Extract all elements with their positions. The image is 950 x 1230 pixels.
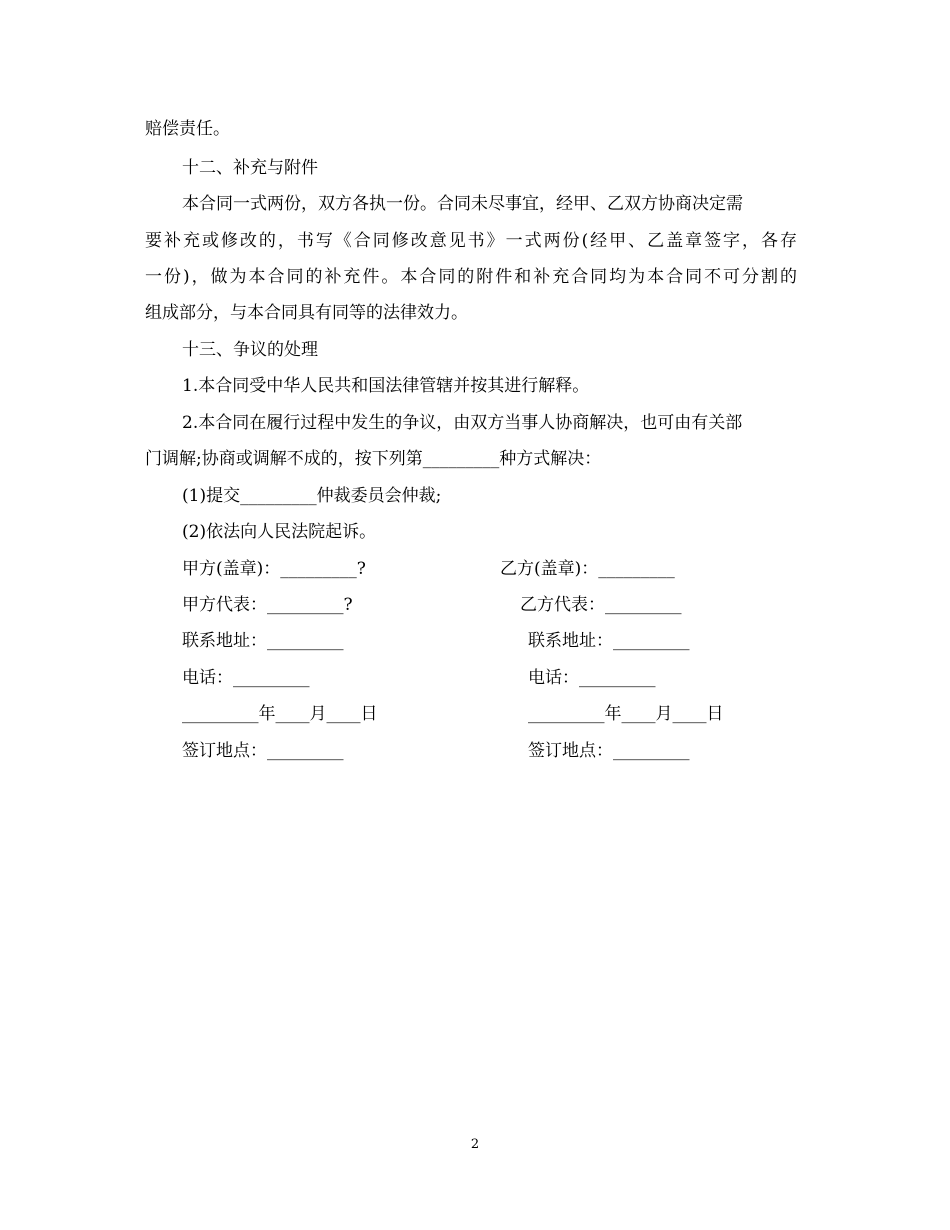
page-number: 2 <box>470 1137 480 1152</box>
party-b-address: 联系地址：_________ <box>528 631 690 651</box>
paragraph-line: 本合同一式两份，双方各执一份。合同未尽事宜，经甲、乙双方协商决定需 <box>182 194 743 214</box>
section-heading-twelve: 十二、补充与附件 <box>182 158 318 178</box>
party-b-seal: 乙方(盖章)：_________ <box>500 559 675 579</box>
party-a-address: 联系地址：_________ <box>182 631 344 651</box>
party-b-phone: 电话：_________ <box>528 668 656 688</box>
paragraph-line: 要补充或修改的，书写《合同修改意见书》一式两份(经甲、乙盖章签字，各存 <box>145 231 797 251</box>
clause-item-continued: 门调解;协商或调解不成的，按下列第_________种方式解决： <box>145 449 602 469</box>
clause-option: (2)依法向人民法院起诉。 <box>182 522 377 542</box>
party-a-date: _________年____月____日 <box>182 704 378 724</box>
party-a-place: 签订地点：_________ <box>182 741 344 761</box>
party-a-representative: 甲方代表：_________? <box>182 595 353 615</box>
paragraph-line: 赔偿责任。 <box>145 119 230 139</box>
party-a-phone: 电话：_________ <box>182 668 310 688</box>
section-heading-thirteen: 十三、争议的处理 <box>182 340 318 360</box>
paragraph-line: 组成部分，与本合同具有同等的法律效力。 <box>145 303 468 323</box>
clause-option: (1)提交_________仲裁委员会仲裁; <box>182 486 442 506</box>
paragraph-line: 一份)，做为本合同的补充件。本合同的附件和补充合同均为本合同不可分割的 <box>145 267 797 287</box>
clause-item: 2.本合同在履行过程中发生的争议，由双方当事人协商解决，也可由有关部 <box>182 413 743 433</box>
party-b-representative: 乙方代表：_________ <box>520 595 682 615</box>
party-a-seal: 甲方(盖章)：_________? <box>182 559 366 579</box>
party-b-place: 签订地点：_________ <box>528 741 690 761</box>
clause-item: 1.本合同受中华人民共和国法律管辖并按其进行解释。 <box>182 376 590 396</box>
party-b-date: _________年____月____日 <box>528 704 724 724</box>
